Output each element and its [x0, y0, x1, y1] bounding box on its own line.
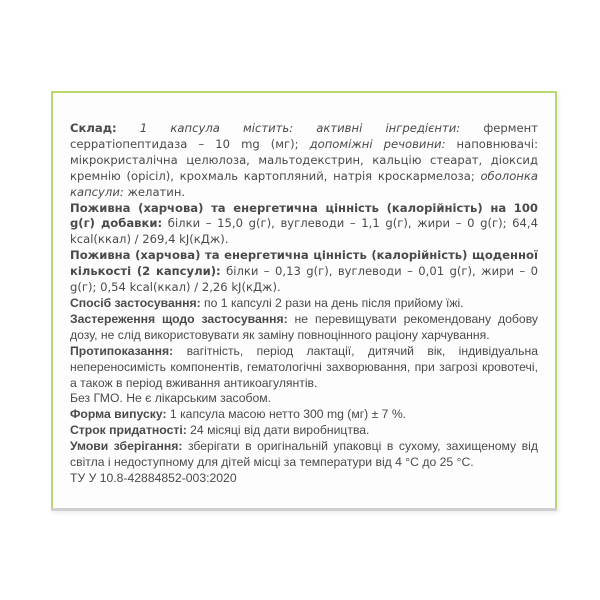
shelf-life-label: Строк придатності:: [70, 423, 187, 438]
composition-active: фермент серратіопептидаза – 10 mg (мг);: [70, 121, 538, 151]
composition-label: Склад:: [70, 121, 117, 135]
storage-text: зберігати в оригінальній упаковці в сухому, захищеному від світла і недоступному для дітей місці за температури від 4 °С до 25 °С.: [70, 439, 538, 470]
storage-label: Умови зберігання:: [70, 439, 183, 454]
composition-intro: 1 капсула містить: активні інгредієнти:: [116, 121, 461, 135]
usage-paragraph: [70, 296, 538, 312]
nutrition-100g-paragraph: [70, 201, 538, 249]
composition-shell-label: оболонка капсули:: [70, 168, 538, 199]
gmo-paragraph: [70, 391, 538, 407]
contraindications-label: Протипоказання:: [70, 343, 174, 358]
shelf-life-text: 24 місяці від дати виробництва.: [186, 423, 370, 438]
nutrition-100g-label: Поживна (харчова) та енергетична цінність (калорійність) на 100 g(г) добавки:: [70, 200, 538, 231]
nutrition-daily-values: білки – 0,13 g(г), вуглеводи – 0,01 g(г), жири – 0 g(г); 0,54 kcal(ккал) / 2,26 kJ(кДж).: [70, 264, 539, 295]
composition-paragraph: [70, 121, 538, 201]
form-label: Форма випуску:: [70, 407, 167, 422]
contraindications-text: вагітність, період лактації, дитячий вік, індивідуальна непереносимість компонентів, гематологічні захворювання, при загрозі кровотечі, а також в період вживання антикоагулянтів.: [70, 343, 538, 390]
composition-shell: желатин.: [123, 184, 186, 199]
shelf-life-paragraph: [70, 423, 538, 439]
form-text: 1 капсула масою нетто 300 mg (мг) ± 7 %.: [166, 407, 407, 422]
warnings-text: не перевищувати рекомендовану добову дозу, не слід використовувати як заміну повноцінного раціону харчування.: [70, 311, 538, 342]
warnings-paragraph: [70, 312, 538, 344]
usage-text: по 1 капсулі 2 рази на день після прийому їжі.: [200, 295, 464, 310]
nutrition-daily-paragraph: [70, 248, 538, 296]
box-bottom-edge: [51, 508, 557, 511]
composition-aux-label: допоміжні речовини:: [298, 136, 446, 151]
contraindications-paragraph: [70, 344, 538, 392]
composition-aux: наповнювачі: мікрокристалічна целюлоза, мальтодекстрин, кальцію стеарат, діоксид кремнію (орісіл), крохмаль картопляний, натрія кроскармелоза;: [70, 136, 538, 183]
nutrition-daily-label: Поживна (харчова) та енергетична цінність (калорійність) щоденної кількості (2 капсули):: [70, 248, 538, 279]
warnings-label: Застереження щодо застосування:: [70, 311, 288, 326]
usage-label: Спосіб застосування:: [70, 295, 201, 310]
spec-paragraph: [70, 471, 538, 487]
nutrition-100g-values: білки – 15,0 g(г), вуглеводи – 1,1 g(г), жири – 0 g(г); 64,4 kcal(ккал) / 269,4 kJ(кДж).: [70, 216, 538, 247]
spec-text: ТУ У 10.8-42884852-003:2020: [70, 470, 237, 485]
storage-paragraph: [70, 439, 538, 471]
product-info-text: [70, 121, 538, 487]
form-paragraph: [70, 407, 538, 423]
gmo-text: Без ГМО. Не є лікарським засобом.: [70, 391, 271, 406]
